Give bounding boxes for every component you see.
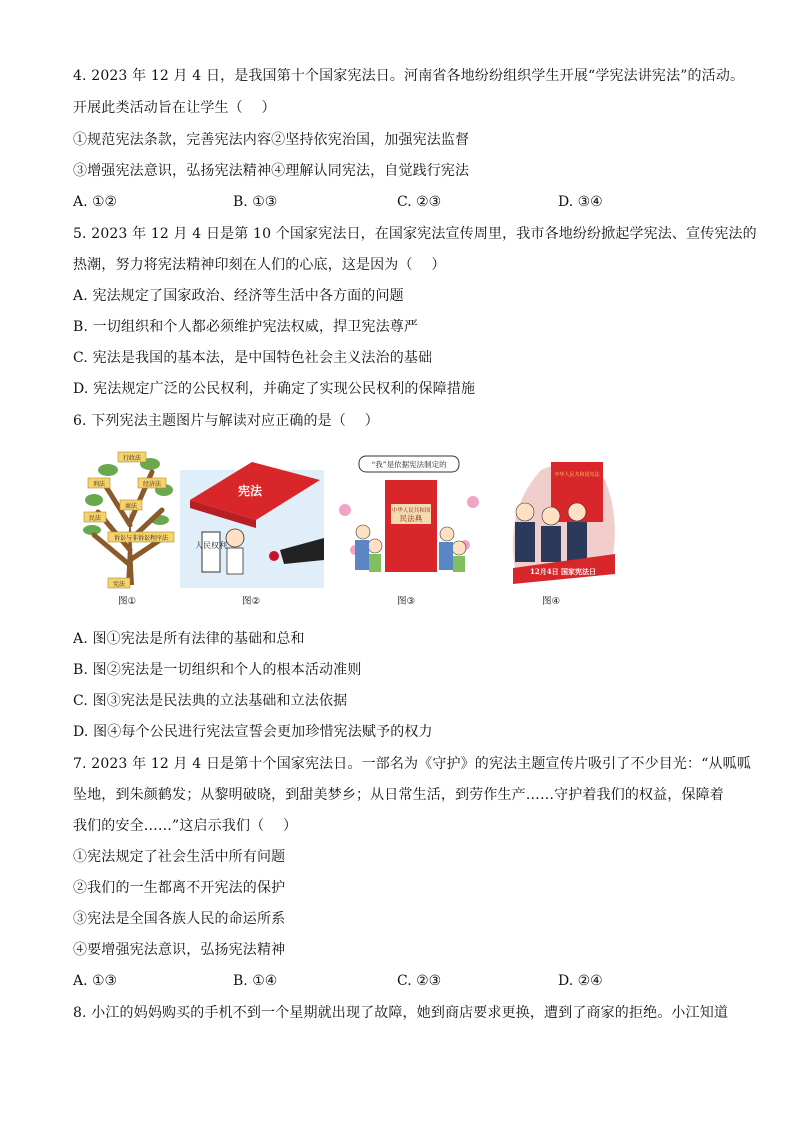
q5-option-a[interactable]: A. 宪法规定了国家政治、经济等生活中各方面的问题	[73, 288, 404, 304]
fig1-label-civil: 民法	[88, 515, 102, 522]
q8-stem-line1: 8. 小江的妈妈购买的手机不到一个星期就出现了故障，她到商店要求更换，遭到了商家的拒绝。小江知道	[73, 1005, 729, 1021]
q7-option-d[interactable]: D. ②④	[558, 973, 603, 989]
fig4-book-title: 中华人民共和国宪法	[554, 472, 600, 478]
q5-option-d[interactable]: D. 宪法规定广泛的公民权利，并确定了实现公民权利的保障措施	[73, 381, 476, 397]
q5-stem-line1: 5. 2023 年 12 月 4 日是第 10 个国家宪法日，在国家宪法宣传周里，我市各地纷纷掀起学宪法、宣传宪法的	[73, 226, 757, 242]
fig1-label-constitution: 宪法	[112, 581, 126, 588]
fig4-banner-text: 12月4日 国家宪法日	[529, 567, 597, 576]
q4-option-c[interactable]: C. ②③	[397, 194, 442, 210]
q4-option-b[interactable]: B. ①③	[233, 194, 278, 210]
q7-statement-1: ①宪法规定了社会生活中所有问题	[73, 849, 286, 865]
caption-figure-2: 图②	[242, 596, 261, 607]
q4-statement-3-4: ③增强宪法意识，弘扬宪法精神④理解认同宪法，自觉践行宪法	[73, 163, 470, 179]
q6-figures	[80, 450, 640, 610]
q4-option-d[interactable]: D. ③④	[558, 194, 603, 210]
q7-stem-line2: 坠地，到朱颜鹤发；从黎明破晓，到甜美梦乡；从日常生活，到劳作生产……守护着我们的权益，保障着	[73, 787, 724, 803]
q7-stem-line1: 7. 2023 年 12 月 4 日是第十个国家宪法日。一部名为《守护》的宪法主题宣传片吸引了不少目光：“从呱呱	[73, 756, 751, 772]
q7-statement-4: ④要增强宪法意识，弘扬宪法精神	[73, 942, 286, 958]
q5-stem-line2: 热潮，努力将宪法精神印刻在人们的心底，这是因为（ ）	[73, 257, 446, 273]
fig1-label-economic: 经济法	[142, 481, 162, 488]
q5-option-c[interactable]: C. 宪法是我国的基本法，是中国特色社会主义法治的基础	[73, 350, 433, 366]
fig3-book-title: 民法典	[399, 514, 423, 523]
fig1-label-criminal: 刑法	[92, 481, 106, 488]
fig3-book-subtitle: 中华人民共和国	[391, 508, 431, 514]
fig2-book-title: 宪法	[237, 484, 263, 498]
fig1-label-commercial: 商法	[124, 503, 138, 510]
q6-option-b[interactable]: B. 图②宪法是一切组织和个人的根本活动准则	[73, 662, 362, 678]
fig2-rights-sign: 人民权利	[195, 541, 227, 550]
q7-stem-line3: 我们的安全……”这启示我们（ ）	[73, 818, 298, 834]
q5-option-b[interactable]: B. 一切组织和个人都必须维护宪法权威，捍卫宪法尊严	[73, 319, 419, 335]
figure-2-constitution-protection	[180, 450, 326, 590]
q6-option-c[interactable]: C. 图③宪法是民法典的立法基础和立法依据	[73, 693, 348, 709]
figure-4-constitution-oath	[495, 450, 623, 590]
q7-option-b[interactable]: B. ①④	[233, 973, 278, 989]
q4-option-a[interactable]: A. ①②	[73, 194, 118, 210]
q6-option-a[interactable]: A. 图①宪法是所有法律的基础和总和	[73, 631, 305, 647]
q7-option-c[interactable]: C. ②③	[397, 973, 442, 989]
figure-3-civil-code	[335, 450, 483, 590]
caption-figure-1: 图①	[118, 596, 137, 607]
fig1-label-procedure: 诉讼与非诉讼程序法	[113, 535, 169, 542]
q6-option-d[interactable]: D. 图④每个公民进行宪法宣誓会更加珍惜宪法赋予的权力	[73, 724, 433, 740]
q4-statement-1-2: ①规范宪法条款，完善宪法内容②坚持依宪治国，加强宪法监督	[73, 132, 470, 148]
q6-stem: 6. 下列宪法主题图片与解读对应正确的是（ ）	[73, 413, 379, 429]
q7-option-a[interactable]: A. ①③	[73, 973, 118, 989]
q4-stem-line1: 4. 2023 年 12 月 4 日，是我国第十个国家宪法日。河南省各地纷纷组织学生开展“学宪法讲宪法”的活动。	[73, 68, 745, 84]
figure-1-law-tree	[80, 450, 180, 590]
caption-figure-3: 图③	[397, 596, 416, 607]
fig3-speech-bubble: “我”是依据宪法制定的	[371, 460, 447, 469]
q7-statement-2: ②我们的一生都离不开宪法的保护	[73, 880, 286, 896]
caption-figure-4: 图④	[542, 596, 561, 607]
q7-statement-3: ③宪法是全国各族人民的命运所系	[73, 911, 286, 927]
q4-stem-line2: 开展此类活动旨在让学生（ ）	[73, 100, 276, 116]
fig1-label-admin: 行政法	[122, 455, 142, 462]
